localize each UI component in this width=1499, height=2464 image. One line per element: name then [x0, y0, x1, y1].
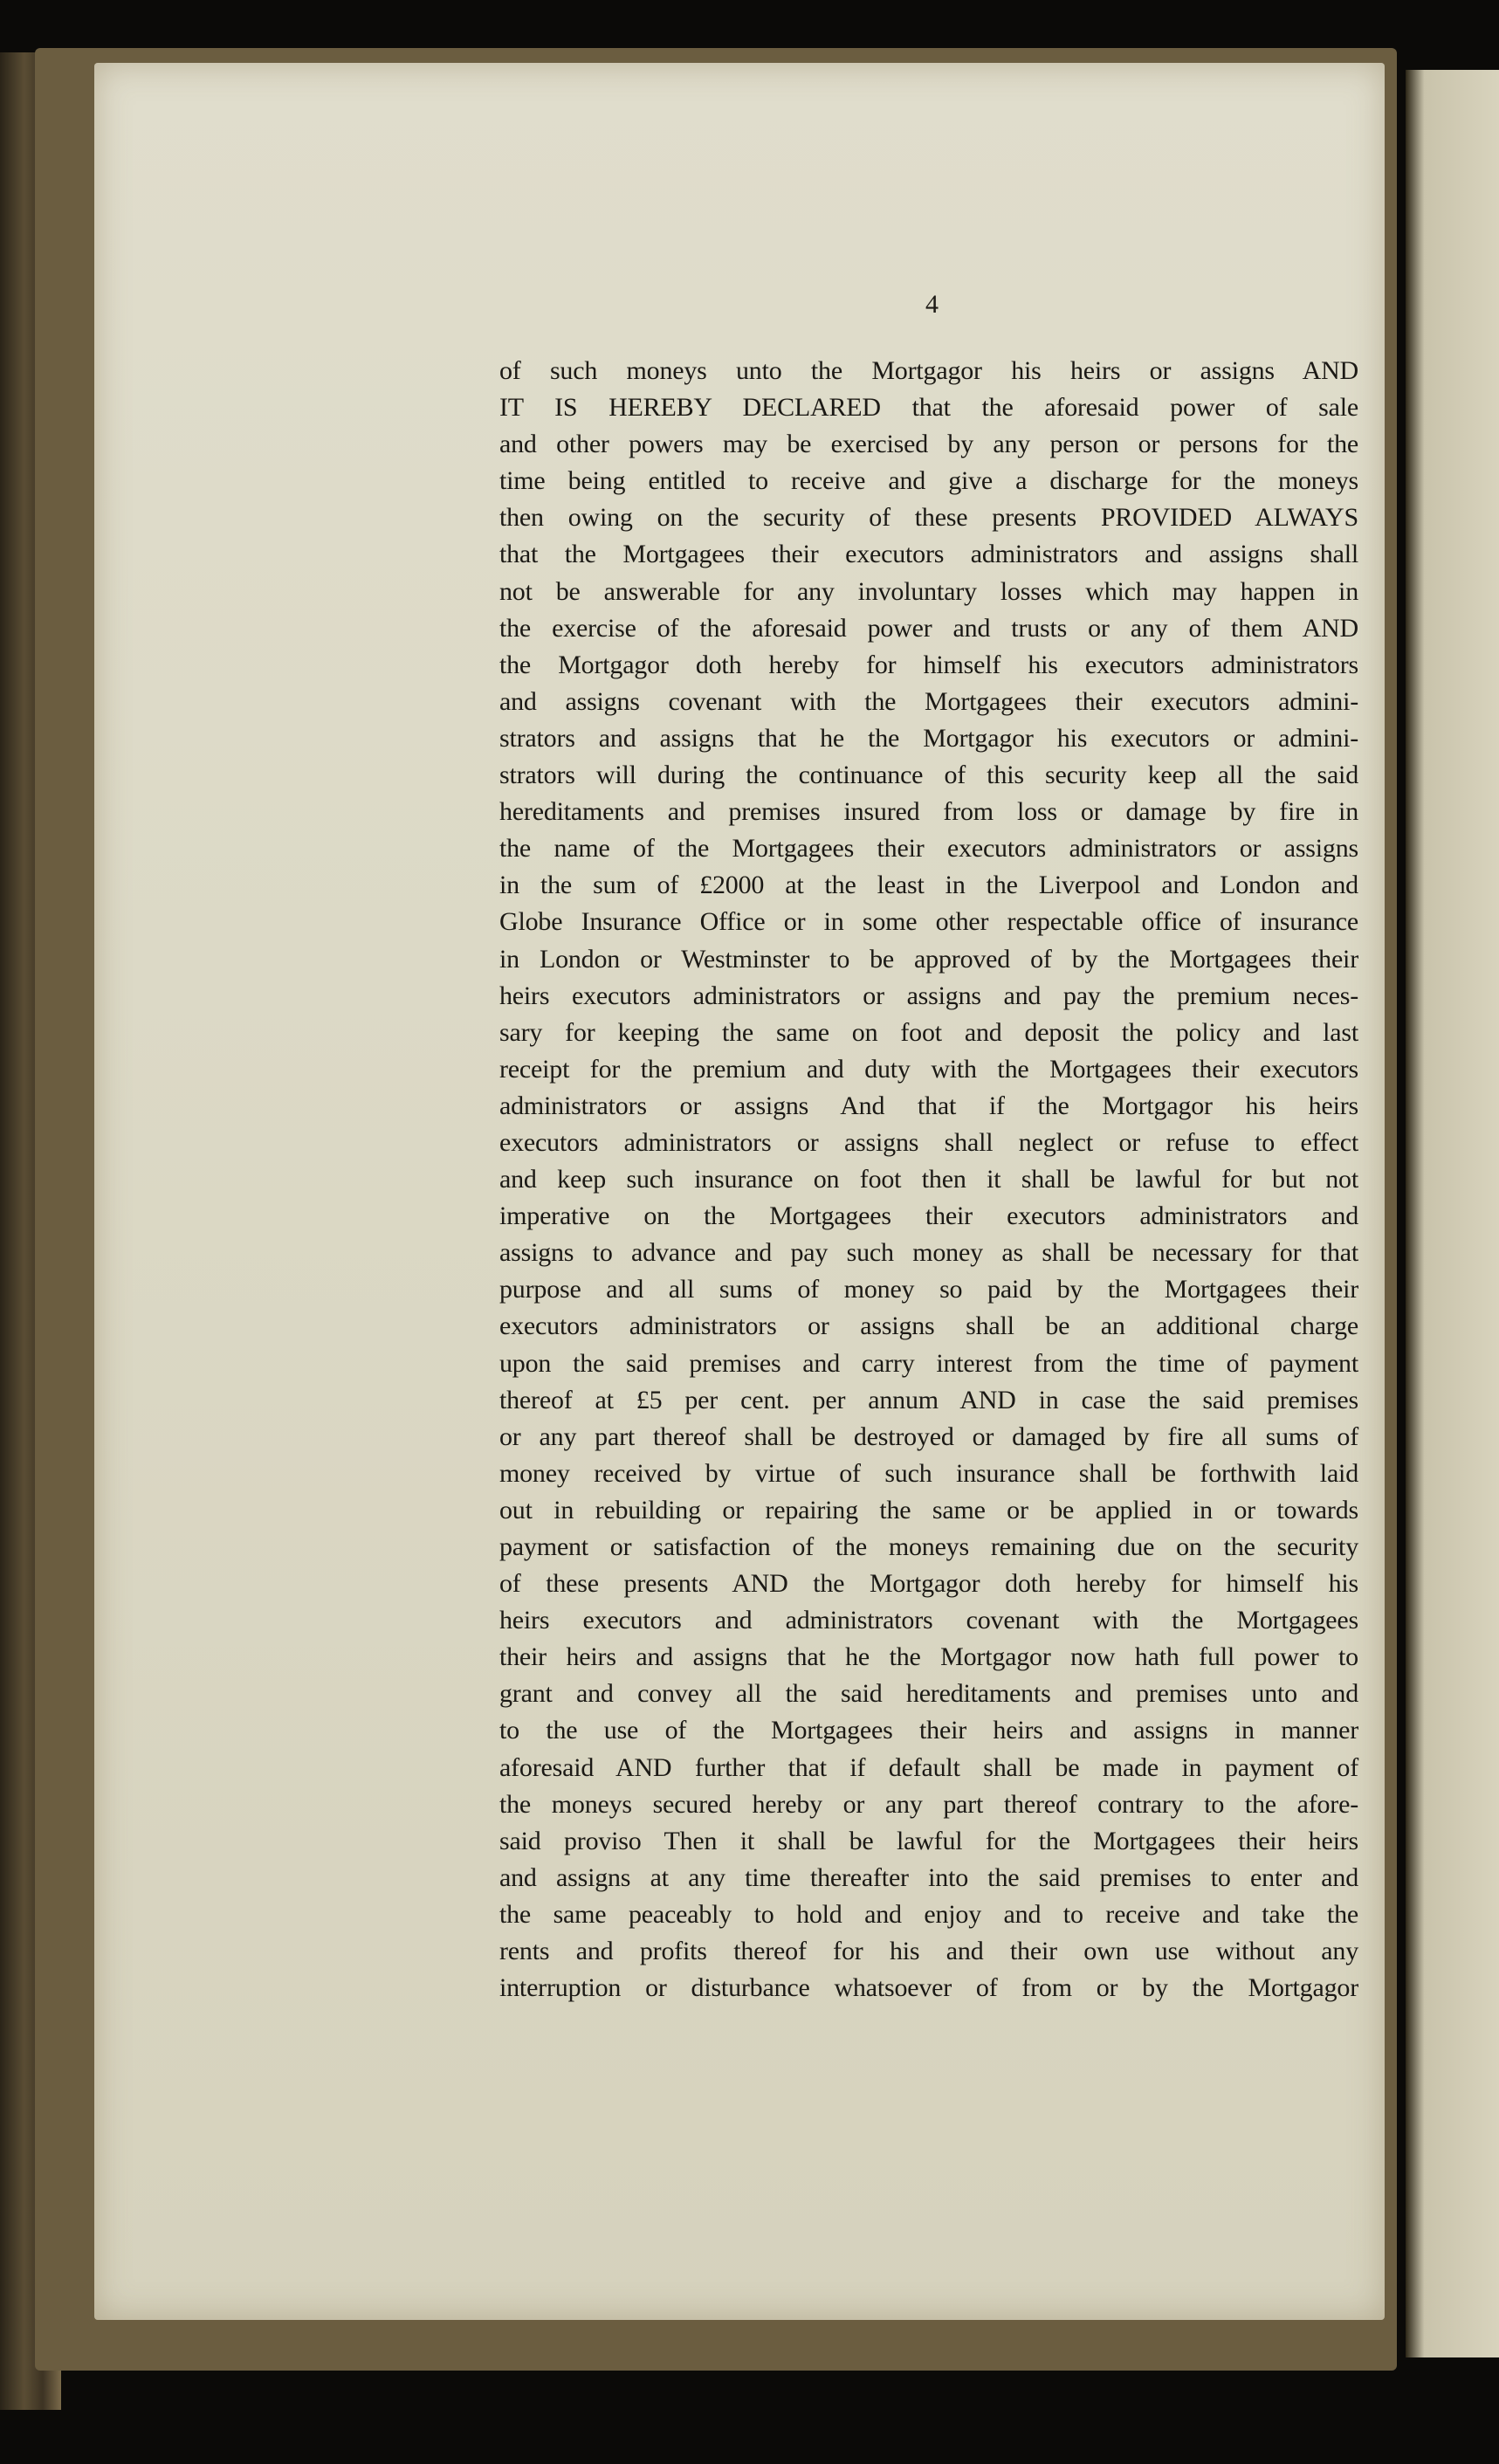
text-line: upon the said premises and carry interest from the time of payment [499, 1348, 1358, 1378]
text-line: purpose and all sums of money so paid by the Mortgagees their [499, 1275, 1358, 1304]
text-line: hereditaments and premises insured from loss or damage by fire in [499, 797, 1358, 827]
text-line: in London or Westminster to be approved of by the Mortgagees their [499, 944, 1358, 974]
text-line: money received by virtue of such insurance shall be forthwith laid [499, 1458, 1358, 1488]
text-line: of these presents AND the Mortgagor doth hereby for himself his [499, 1569, 1358, 1599]
text-line: that the Mortgagees their executors administrators and assigns shall [499, 540, 1358, 569]
text-line: IT IS HEREBY DECLARED that the aforesaid power of sale [499, 393, 1358, 423]
text-line: interruption or disturbance whatsoever of from or by the Mortgagor [499, 1973, 1358, 2003]
text-line: the name of the Mortgagees their executors administrators or assigns [499, 834, 1358, 864]
text-line: to the use of the Mortgagees their heirs and assigns in manner [499, 1716, 1358, 1745]
text-line: executors administrators or assigns shall neglect or refuse to effect [499, 1127, 1358, 1157]
page-number: 4 [925, 290, 939, 319]
text-line: thereof at £5 per cent. per annum AND in case the said premises [499, 1385, 1358, 1414]
text-line: then owing on the security of these presents PROVIDED ALWAYS [499, 503, 1358, 533]
body-text [499, 353, 1358, 2006]
text-line: in the sum of £2000 at the least in the Liverpool and London and [499, 871, 1358, 900]
text-line: assigns to advance and pay such money as shall be necessary for that [499, 1238, 1358, 1268]
text-line: heirs executors and administrators covenant with the Mortgagees [499, 1606, 1358, 1635]
text-line: rents and profits thereof for his and their own use without any [499, 1937, 1358, 1966]
text-line: their heirs and assigns that he the Mortgagor now hath full power to [499, 1642, 1358, 1672]
text-line: or any part thereof shall be destroyed or damaged by fire all sums of [499, 1421, 1358, 1451]
text-line: payment or satisfaction of the moneys remaining due on the security [499, 1532, 1358, 1561]
text-line: said proviso Then it shall be lawful for the Mortgagees their heirs [499, 1826, 1358, 1855]
text-line: aforesaid AND further that if default shall be made in payment of [499, 1752, 1358, 1782]
text-line: of such moneys unto the Mortgagor his heirs or assigns AND [499, 356, 1358, 385]
text-line: executors administrators or assigns shall be an additional charge [499, 1311, 1358, 1341]
text-line: grant and convey all the said hereditaments and premises unto and [499, 1679, 1358, 1709]
text-line: administrators or assigns And that if the Mortgagor his heirs [499, 1091, 1358, 1120]
text-line: not be answerable for any involuntary losses which may happen in [499, 576, 1358, 606]
text-line: and assigns covenant with the Mortgagees their executors admini- [499, 686, 1358, 716]
text-line: and keep such insurance on foot then it shall be lawful for but not [499, 1165, 1358, 1194]
text-line: the same peaceably to hold and enjoy and to receive and take the [499, 1899, 1358, 1929]
text-line: strators will during the continuance of this security keep all the said [499, 761, 1358, 790]
text-line: out in rebuilding or repairing the same or be applied in or towards [499, 1495, 1358, 1525]
text-line: heirs executors administrators or assigns and pay the premium neces- [499, 981, 1358, 1010]
text-line: the moneys secured hereby or any part thereof contrary to the afore- [499, 1789, 1358, 1819]
text-line: Globe Insurance Office or in some other respectable office of insurance [499, 907, 1358, 937]
text-line: receipt for the premium and duty with the Mortgagees their executors [499, 1054, 1358, 1084]
text-line: and assigns at any time thereafter into the said premises to enter and [499, 1862, 1358, 1892]
text-line: the exercise of the aforesaid power and trusts or any of them AND [499, 613, 1358, 643]
text-line: imperative on the Mortgagees their executors administrators and [499, 1201, 1358, 1231]
text-line: sary for keeping the same on foot and deposit the policy and last [499, 1017, 1358, 1047]
text-line: strators and assigns that he the Mortgagor his executors or admini- [499, 723, 1358, 753]
next-page-edge [1406, 70, 1499, 2357]
text-line: the Mortgagor doth hereby for himself his executors administrators [499, 650, 1358, 679]
text-line: time being entitled to receive and give a discharge for the moneys [499, 466, 1358, 496]
text-line: and other powers may be exercised by any person or persons for the [499, 430, 1358, 459]
